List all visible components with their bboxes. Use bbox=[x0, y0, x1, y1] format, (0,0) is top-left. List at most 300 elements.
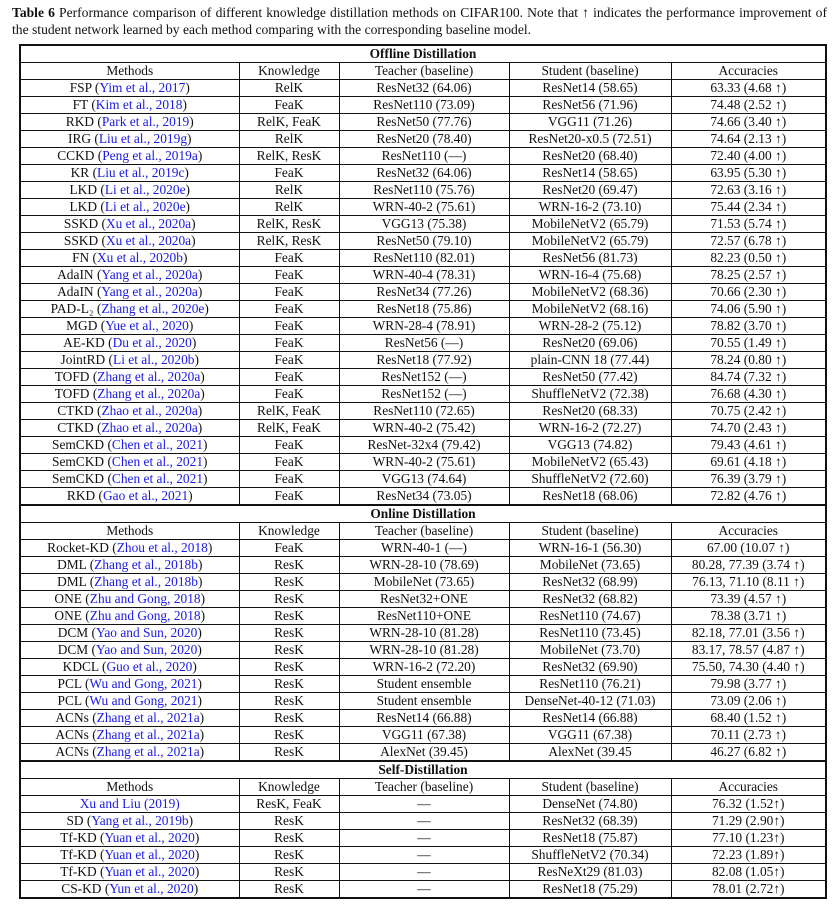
method-cell: ACNs (Zhang et al., 2021a) bbox=[20, 727, 239, 744]
table-row bbox=[20, 420, 826, 437]
section-header: Offline Distillation bbox=[20, 45, 826, 63]
citation-link[interactable]: Yuan et al., 2020 bbox=[104, 864, 195, 879]
method-cell: CTKD (Zhao et al., 2020a) bbox=[20, 403, 239, 420]
accuracy-cell: 76.13, 71.10 (8.11 ↑) bbox=[671, 574, 826, 591]
table-row bbox=[20, 813, 826, 830]
method-cell: AE-KD (Du et al., 2020) bbox=[20, 335, 239, 352]
citation-link[interactable]: Zhao et al., 2020a bbox=[101, 403, 198, 418]
method-cell: RKD (Gao et al., 2021) bbox=[20, 488, 239, 506]
table-row bbox=[20, 625, 826, 642]
teacher-cell: ResNet32 (64.06) bbox=[339, 165, 509, 182]
student-cell: ResNet32 (69.90) bbox=[509, 659, 671, 676]
table-row bbox=[20, 352, 826, 369]
table-row bbox=[20, 847, 826, 864]
knowledge-cell: ResK bbox=[239, 881, 339, 899]
teacher-cell: ResNet110 (73.09) bbox=[339, 97, 509, 114]
teacher-cell: ResNet110 (75.76) bbox=[339, 182, 509, 199]
method-cell: LKD (Li et al., 2020e) bbox=[20, 199, 239, 216]
method-cell bbox=[20, 796, 239, 813]
knowledge-cell: FeaK bbox=[239, 165, 339, 182]
method-cell: SemCKD (Chen et al., 2021) bbox=[20, 437, 239, 454]
accuracy-cell: 83.17, 78.57 (4.87 ↑) bbox=[671, 642, 826, 659]
table-row bbox=[20, 318, 826, 335]
citation-link[interactable]: Zhang et al., 2018b bbox=[94, 574, 198, 589]
student-cell: ResNet14 (58.65) bbox=[509, 165, 671, 182]
student-cell: ResNet14 (58.65) bbox=[509, 80, 671, 97]
method-name: SSKD bbox=[63, 233, 99, 248]
method-cell: ONE (Zhu and Gong, 2018) bbox=[20, 591, 239, 608]
teacher-cell: WRN-40-2 (75.42) bbox=[339, 420, 509, 437]
knowledge-cell: FeaK bbox=[239, 97, 339, 114]
table-row bbox=[20, 796, 826, 813]
table-row bbox=[20, 301, 826, 318]
method-name: DML bbox=[57, 557, 87, 572]
method-cell: DCM (Yao and Sun, 2020) bbox=[20, 625, 239, 642]
table-row bbox=[20, 182, 826, 199]
method-name: SemCKD bbox=[52, 437, 105, 452]
table-row bbox=[20, 148, 826, 165]
method-cell: DML (Zhang et al., 2018b) bbox=[20, 574, 239, 591]
citation-link[interactable]: Zhu and Gong, 2018 bbox=[89, 608, 201, 623]
student-cell: MobileNet (73.70) bbox=[509, 642, 671, 659]
knowledge-cell: FeaK bbox=[239, 488, 339, 506]
method-cell: JointRD (Li et al., 2020b) bbox=[20, 352, 239, 369]
knowledge-cell: FeaK bbox=[239, 540, 339, 557]
student-cell: WRN-16-1 (56.30) bbox=[509, 540, 671, 557]
table-row bbox=[20, 540, 826, 557]
teacher-cell: ResNet18 (75.86) bbox=[339, 301, 509, 318]
student-cell: ResNeXt29 (81.03) bbox=[509, 864, 671, 881]
method-cell: KDCL (Guo et al., 2020) bbox=[20, 659, 239, 676]
accuracy-cell: 68.40 (1.52 ↑) bbox=[671, 710, 826, 727]
table-row bbox=[20, 830, 826, 847]
table-row bbox=[20, 80, 826, 97]
accuracy-cell: 73.39 (4.57 ↑) bbox=[671, 591, 826, 608]
column-header: Student (baseline) bbox=[509, 779, 671, 796]
table-row bbox=[20, 471, 826, 488]
citation-link[interactable]: Zhao et al., 2020a bbox=[101, 420, 198, 435]
student-cell: ResNet32 (68.39) bbox=[509, 813, 671, 830]
student-cell: MobileNetV2 (68.36) bbox=[509, 284, 671, 301]
knowledge-cell: ResK bbox=[239, 864, 339, 881]
accuracy-cell: 75.50, 74.30 (4.40 ↑) bbox=[671, 659, 826, 676]
column-header: Teacher (baseline) bbox=[339, 779, 509, 796]
student-cell: WRN-16-2 (72.27) bbox=[509, 420, 671, 437]
student-cell: ResNet18 (68.06) bbox=[509, 488, 671, 506]
section-header: Self-Distillation bbox=[20, 761, 826, 779]
citation-link[interactable]: Xu and Liu (2019) bbox=[79, 796, 180, 811]
table-caption bbox=[12, 4, 827, 38]
citation-link[interactable]: Chen et al., 2021 bbox=[111, 437, 204, 452]
citation-link[interactable]: Zhang et al., 2021a bbox=[96, 727, 200, 742]
column-header: Methods bbox=[20, 63, 239, 80]
citation-link[interactable]: Yao and Sun, 2020 bbox=[96, 642, 198, 657]
method-name: AE-KD bbox=[63, 335, 105, 350]
column-header: Accuracies bbox=[671, 523, 826, 540]
method-cell: Tf-KD (Yuan et al., 2020) bbox=[20, 847, 239, 864]
teacher-cell: Student ensemble bbox=[339, 693, 509, 710]
accuracy-cell: 76.32 (1.52↑) bbox=[671, 796, 826, 813]
method-name: DCM bbox=[57, 625, 89, 640]
accuracy-cell: 76.68 (4.30 ↑) bbox=[671, 386, 826, 403]
accuracy-cell: 78.38 (3.71 ↑) bbox=[671, 608, 826, 625]
table-row bbox=[20, 386, 826, 403]
table-row bbox=[20, 557, 826, 574]
knowledge-cell: ResK bbox=[239, 625, 339, 642]
table-row bbox=[20, 659, 826, 676]
accuracy-cell: 72.57 (6.78 ↑) bbox=[671, 233, 826, 250]
accuracy-cell: 63.95 (5.30 ↑) bbox=[671, 165, 826, 182]
table-row bbox=[20, 233, 826, 250]
method-cell: TOFD (Zhang et al., 2020a) bbox=[20, 369, 239, 386]
column-header: Methods bbox=[20, 523, 239, 540]
knowledge-cell: FeaK bbox=[239, 437, 339, 454]
knowledge-cell: RelK bbox=[239, 182, 339, 199]
accuracy-cell: 74.66 (3.40 ↑) bbox=[671, 114, 826, 131]
accuracy-cell: 79.43 (4.61 ↑) bbox=[671, 437, 826, 454]
citation-link[interactable]: Yuan et al., 2020 bbox=[104, 847, 195, 862]
accuracy-cell: 72.82 (4.76 ↑) bbox=[671, 488, 826, 506]
table-row bbox=[20, 114, 826, 131]
student-cell: plain-CNN 18 (77.44) bbox=[509, 352, 671, 369]
table-row bbox=[20, 864, 826, 881]
knowledge-cell: FeaK bbox=[239, 352, 339, 369]
student-cell: ResNet18 (75.87) bbox=[509, 830, 671, 847]
teacher-cell: WRN-28-10 (81.28) bbox=[339, 625, 509, 642]
student-cell: MobileNet (73.65) bbox=[509, 557, 671, 574]
student-cell: ShuffleNetV2 (72.60) bbox=[509, 471, 671, 488]
citation-link[interactable]: Xu et al., 2020b bbox=[97, 250, 183, 265]
accuracy-cell: 71.29 (2.90↑) bbox=[671, 813, 826, 830]
table-row bbox=[20, 369, 826, 386]
accuracy-cell: 75.44 (2.34 ↑) bbox=[671, 199, 826, 216]
method-cell: ACNs (Zhang et al., 2021a) bbox=[20, 744, 239, 762]
accuracy-cell: 67.00 (10.07 ↑) bbox=[671, 540, 826, 557]
method-cell: AdaIN (Yang et al., 2020a) bbox=[20, 267, 239, 284]
student-cell: ResNet20 (69.47) bbox=[509, 182, 671, 199]
knowledge-cell: FeaK bbox=[239, 335, 339, 352]
caption-text: Performance comparison of different knowledge distillation methods on CIFAR100. Note that ↑ indicates the performance improvement of the student network learned by each method comparing with the corresponding baseline model. bbox=[12, 5, 827, 37]
method-cell: DML (Zhang et al., 2018b) bbox=[20, 557, 239, 574]
method-name: CTKD bbox=[57, 420, 94, 435]
citation-link[interactable]: Zhang et al., 2021a bbox=[96, 710, 200, 725]
student-cell: ResNet20 (69.06) bbox=[509, 335, 671, 352]
student-cell: ShuffleNetV2 (70.34) bbox=[509, 847, 671, 864]
method-cell: CCKD (Peng et al., 2019a) bbox=[20, 148, 239, 165]
teacher-cell: — bbox=[339, 864, 509, 881]
method-cell: PCL (Wu and Gong, 2021) bbox=[20, 676, 239, 693]
knowledge-cell: RelK bbox=[239, 199, 339, 216]
method-name: DCM bbox=[57, 642, 89, 657]
method-cell: Tf-KD (Yuan et al., 2020) bbox=[20, 864, 239, 881]
teacher-cell: ResNet14 (66.88) bbox=[339, 710, 509, 727]
citation-link[interactable]: Liu et al., 2019c bbox=[97, 165, 185, 180]
accuracy-cell: 84.74 (7.32 ↑) bbox=[671, 369, 826, 386]
citation-link[interactable]: Zhang et al., 2020a bbox=[97, 386, 201, 401]
citation-link[interactable]: Yue et al., 2020 bbox=[105, 318, 189, 333]
student-cell: AlexNet (39.45 bbox=[509, 744, 671, 762]
accuracy-cell: 70.66 (2.30 ↑) bbox=[671, 284, 826, 301]
knowledge-cell: ResK bbox=[239, 693, 339, 710]
method-cell: RKD (Park et al., 2019) bbox=[20, 114, 239, 131]
accuracy-cell: 74.48 (2.52 ↑) bbox=[671, 97, 826, 114]
method-name: ONE bbox=[54, 591, 82, 606]
citation-link[interactable]: Xu et al., 2020a bbox=[105, 233, 192, 248]
method-cell: SemCKD (Chen et al., 2021) bbox=[20, 454, 239, 471]
teacher-cell: WRN-40-2 (75.61) bbox=[339, 199, 509, 216]
accuracy-cell: 73.09 (2.06 ↑) bbox=[671, 693, 826, 710]
citation-link[interactable]: Li et al., 2020b bbox=[113, 352, 195, 367]
citation-link[interactable]: Yun et al., 2020 bbox=[109, 881, 194, 896]
knowledge-cell: ResK bbox=[239, 744, 339, 762]
method-name: ACNs bbox=[55, 727, 89, 742]
student-cell: ResNet50 (77.42) bbox=[509, 369, 671, 386]
teacher-cell: WRN-28-10 (78.69) bbox=[339, 557, 509, 574]
accuracy-cell: 78.01 (2.72↑) bbox=[671, 881, 826, 899]
knowledge-cell: FeaK bbox=[239, 301, 339, 318]
knowledge-cell: FeaK bbox=[239, 250, 339, 267]
section-header: Online Distillation bbox=[20, 505, 826, 523]
knowledge-cell: FeaK bbox=[239, 267, 339, 284]
student-cell: ResNet110 (74.67) bbox=[509, 608, 671, 625]
knowledge-cell: RelK bbox=[239, 131, 339, 148]
citation-link[interactable]: Yao and Sun, 2020 bbox=[96, 625, 198, 640]
method-name: FSP bbox=[69, 80, 92, 95]
knowledge-cell: ResK bbox=[239, 642, 339, 659]
accuracy-cell: 72.63 (3.16 ↑) bbox=[671, 182, 826, 199]
table-row bbox=[20, 199, 826, 216]
method-cell: PCL (Wu and Gong, 2021) bbox=[20, 693, 239, 710]
knowledge-cell: RelK, FeaK bbox=[239, 420, 339, 437]
student-cell: ResNet110 (76.21) bbox=[509, 676, 671, 693]
method-cell: FSP (Yim et al., 2017) bbox=[20, 80, 239, 97]
table-row bbox=[20, 216, 826, 233]
teacher-cell: ResNet50 (79.10) bbox=[339, 233, 509, 250]
accuracy-cell: 71.53 (5.74 ↑) bbox=[671, 216, 826, 233]
column-header-row bbox=[20, 779, 826, 796]
citation-link[interactable]: Zhang et al., 2018b bbox=[94, 557, 198, 572]
method-cell: IRG (Liu et al., 2019g) bbox=[20, 131, 239, 148]
teacher-cell: AlexNet (39.45) bbox=[339, 744, 509, 762]
accuracy-cell: 78.24 (0.80 ↑) bbox=[671, 352, 826, 369]
method-name: SemCKD bbox=[52, 471, 105, 486]
citation-link[interactable]: Liu et al., 2019g bbox=[98, 131, 188, 146]
method-cell: FT (Kim et al., 2018) bbox=[20, 97, 239, 114]
knowledge-cell: ResK bbox=[239, 813, 339, 830]
teacher-cell: ResNet110 (—) bbox=[339, 148, 509, 165]
citation-link[interactable]: Guo et al., 2020 bbox=[106, 659, 193, 674]
method-cell: SSKD (Xu et al., 2020a) bbox=[20, 233, 239, 250]
teacher-cell: — bbox=[339, 881, 509, 899]
citation-link[interactable]: Yang et al., 2020a bbox=[101, 284, 198, 299]
method-name: LKD bbox=[69, 182, 98, 197]
table-body bbox=[20, 45, 826, 898]
student-cell: ResNet56 (71.96) bbox=[509, 97, 671, 114]
teacher-cell: — bbox=[339, 813, 509, 830]
method-cell: KR (Liu et al., 2019c) bbox=[20, 165, 239, 182]
teacher-cell: ResNet152 (—) bbox=[339, 386, 509, 403]
accuracy-cell: 70.75 (2.42 ↑) bbox=[671, 403, 826, 420]
student-cell: VGG11 (67.38) bbox=[509, 727, 671, 744]
citation-link[interactable]: Gao et al., 2021 bbox=[102, 488, 189, 503]
table-row bbox=[20, 131, 826, 148]
method-cell: CTKD (Zhao et al., 2020a) bbox=[20, 420, 239, 437]
results-table bbox=[19, 44, 827, 899]
method-name: CS-KD bbox=[61, 881, 102, 896]
knowledge-cell: ResK bbox=[239, 608, 339, 625]
method-name: MGD bbox=[66, 318, 98, 333]
accuracy-cell: 69.61 (4.18 ↑) bbox=[671, 454, 826, 471]
table-row bbox=[20, 165, 826, 182]
method-cell: SemCKD (Chen et al., 2021) bbox=[20, 471, 239, 488]
accuracy-cell: 74.70 (2.43 ↑) bbox=[671, 420, 826, 437]
method-name: PCL bbox=[57, 693, 82, 708]
citation-link[interactable]: Wu and Gong, 2021 bbox=[89, 676, 198, 691]
accuracy-cell: 80.28, 77.39 (3.74 ↑) bbox=[671, 557, 826, 574]
citation-link[interactable]: Yang et al., 2020a bbox=[101, 267, 198, 282]
knowledge-cell: FeaK bbox=[239, 369, 339, 386]
teacher-cell: ResNet32 (64.06) bbox=[339, 80, 509, 97]
student-cell: VGG13 (74.82) bbox=[509, 437, 671, 454]
table-row bbox=[20, 437, 826, 454]
column-header-row bbox=[20, 63, 826, 80]
method-cell: Rocket-KD (Zhou et al., 2018) bbox=[20, 540, 239, 557]
accuracy-cell: 79.98 (3.77 ↑) bbox=[671, 676, 826, 693]
student-cell: MobileNetV2 (65.43) bbox=[509, 454, 671, 471]
teacher-cell: — bbox=[339, 796, 509, 813]
knowledge-cell: ResK bbox=[239, 710, 339, 727]
citation-link[interactable]: Peng et al., 2019a bbox=[102, 148, 198, 163]
citation-link[interactable]: Yang et al., 2019b bbox=[91, 813, 189, 828]
knowledge-cell: FeaK bbox=[239, 386, 339, 403]
column-header: Knowledge bbox=[239, 779, 339, 796]
table-row bbox=[20, 693, 826, 710]
method-name: DML bbox=[57, 574, 87, 589]
knowledge-cell: FeaK bbox=[239, 454, 339, 471]
teacher-cell: WRN-16-2 (72.20) bbox=[339, 659, 509, 676]
student-cell: WRN-28-2 (75.12) bbox=[509, 318, 671, 335]
teacher-cell: VGG13 (75.38) bbox=[339, 216, 509, 233]
method-name: LKD bbox=[69, 199, 98, 214]
knowledge-cell: FeaK bbox=[239, 318, 339, 335]
table-row bbox=[20, 284, 826, 301]
method-name: FT bbox=[72, 97, 88, 112]
accuracy-cell: 82.08 (1.05↑) bbox=[671, 864, 826, 881]
table-row bbox=[20, 881, 826, 899]
citation-link[interactable]: Zhu and Gong, 2018 bbox=[89, 591, 201, 606]
student-cell: ResNet32 (68.99) bbox=[509, 574, 671, 591]
column-header: Teacher (baseline) bbox=[339, 523, 509, 540]
teacher-cell: — bbox=[339, 847, 509, 864]
citation-link[interactable]: Yuan et al., 2020 bbox=[104, 830, 195, 845]
method-name: Tf-KD bbox=[60, 847, 97, 862]
column-header: Knowledge bbox=[239, 63, 339, 80]
column-header: Student (baseline) bbox=[509, 63, 671, 80]
knowledge-cell: RelK, FeaK bbox=[239, 114, 339, 131]
citation-link[interactable]: Kim et al., 2018 bbox=[95, 97, 183, 112]
knowledge-cell: ResK bbox=[239, 847, 339, 864]
citation-link[interactable]: Li et al., 2020e bbox=[104, 182, 186, 197]
teacher-cell: ResNet50 (77.76) bbox=[339, 114, 509, 131]
teacher-cell: ResNet-32x4 (79.42) bbox=[339, 437, 509, 454]
method-cell: PAD-L₂ (Zhang et al., 2020e) bbox=[20, 301, 239, 318]
accuracy-cell: 46.27 (6.82 ↑) bbox=[671, 744, 826, 762]
teacher-cell: ResNet34 (77.26) bbox=[339, 284, 509, 301]
student-cell: ResNet20 (68.40) bbox=[509, 148, 671, 165]
teacher-cell: MobileNet (73.65) bbox=[339, 574, 509, 591]
method-name: SSKD bbox=[63, 216, 99, 231]
citation-link[interactable]: Zhang et al., 2021a bbox=[96, 744, 200, 759]
teacher-cell: VGG11 (67.38) bbox=[339, 727, 509, 744]
student-cell: ResNet20 (68.33) bbox=[509, 403, 671, 420]
citation-link[interactable]: Zhou et al., 2018 bbox=[116, 540, 208, 555]
method-cell: AdaIN (Yang et al., 2020a) bbox=[20, 284, 239, 301]
citation-link[interactable]: Li et al., 2020e bbox=[104, 199, 186, 214]
citation-link[interactable]: Du et al., 2020 bbox=[112, 335, 192, 350]
citation-link[interactable]: Xu et al., 2020a bbox=[105, 216, 192, 231]
table-row bbox=[20, 267, 826, 284]
student-cell: DenseNet (74.80) bbox=[509, 796, 671, 813]
method-cell: SSKD (Xu et al., 2020a) bbox=[20, 216, 239, 233]
knowledge-cell: FeaK bbox=[239, 471, 339, 488]
method-name: TOFD bbox=[54, 386, 90, 401]
method-cell: LKD (Li et al., 2020e) bbox=[20, 182, 239, 199]
citation-link[interactable]: Park et al., 2019 bbox=[101, 114, 190, 129]
knowledge-cell: ResK bbox=[239, 676, 339, 693]
teacher-cell: ResNet110+ONE bbox=[339, 608, 509, 625]
knowledge-cell: ResK bbox=[239, 574, 339, 591]
table-row bbox=[20, 591, 826, 608]
method-cell: ONE (Zhu and Gong, 2018) bbox=[20, 608, 239, 625]
table-row bbox=[20, 744, 826, 762]
knowledge-cell: RelK, FeaK bbox=[239, 403, 339, 420]
citation-link[interactable]: Zhang et al., 2020e bbox=[101, 301, 205, 316]
student-cell: ShuffleNetV2 (72.38) bbox=[509, 386, 671, 403]
accuracy-cell: 70.11 (2.73 ↑) bbox=[671, 727, 826, 744]
method-name: RKD bbox=[65, 114, 95, 129]
method-name: KDCL bbox=[62, 659, 99, 674]
teacher-cell: ResNet18 (77.92) bbox=[339, 352, 509, 369]
student-cell: DenseNet-40-12 (71.03) bbox=[509, 693, 671, 710]
student-cell: MobileNetV2 (65.79) bbox=[509, 233, 671, 250]
knowledge-cell: ResK bbox=[239, 830, 339, 847]
citation-link[interactable]: Zhang et al., 2020a bbox=[97, 369, 201, 384]
table-row bbox=[20, 335, 826, 352]
method-name: Tf-KD bbox=[60, 864, 97, 879]
accuracy-cell: 70.55 (1.49 ↑) bbox=[671, 335, 826, 352]
citation-link[interactable]: Yim et al., 2017 bbox=[99, 80, 186, 95]
accuracy-cell: 63.33 (4.68 ↑) bbox=[671, 80, 826, 97]
accuracy-cell: 74.64 (2.13 ↑) bbox=[671, 131, 826, 148]
accuracy-cell: 72.40 (4.00 ↑) bbox=[671, 148, 826, 165]
citation-link[interactable]: Chen et al., 2021 bbox=[111, 471, 204, 486]
column-header-row bbox=[20, 523, 826, 540]
citation-link[interactable]: Chen et al., 2021 bbox=[111, 454, 204, 469]
teacher-cell: ResNet34 (73.05) bbox=[339, 488, 509, 506]
knowledge-cell: ResK bbox=[239, 557, 339, 574]
method-name: Rocket-KD bbox=[47, 540, 109, 555]
student-cell: MobileNetV2 (65.79) bbox=[509, 216, 671, 233]
table-row bbox=[20, 727, 826, 744]
student-cell: WRN-16-2 (73.10) bbox=[509, 199, 671, 216]
citation-link[interactable]: Wu and Gong, 2021 bbox=[89, 693, 198, 708]
column-header: Accuracies bbox=[671, 63, 826, 80]
knowledge-cell: ResK bbox=[239, 659, 339, 676]
method-name: JointRD bbox=[60, 352, 106, 367]
method-name: Tf-KD bbox=[60, 830, 97, 845]
method-name: IRG bbox=[68, 131, 92, 146]
teacher-cell: ResNet110 (82.01) bbox=[339, 250, 509, 267]
